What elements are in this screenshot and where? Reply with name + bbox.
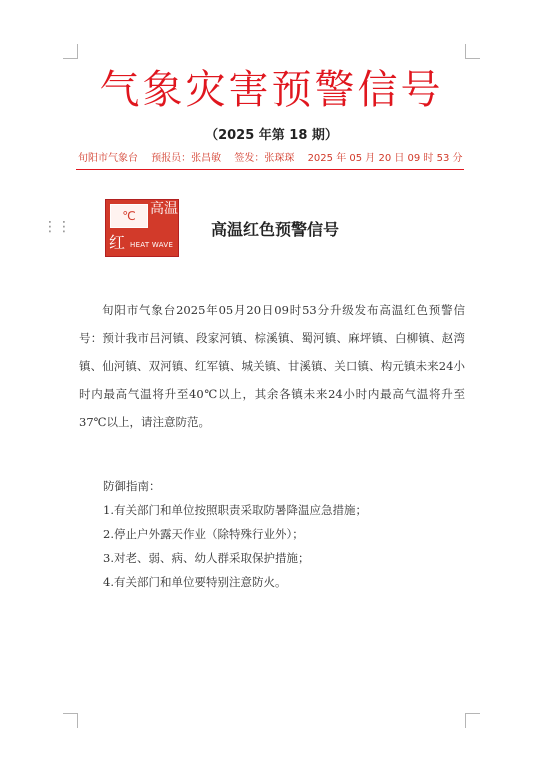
page-corner-top-left — [63, 44, 78, 59]
issue-time: 2025 年 05 月 20 日 09 时 53 分 — [307, 153, 463, 164]
approver: 签发：张琛琛 — [234, 153, 295, 164]
guide-item: 3.对老、弱、病、幼人群采取保护措施； — [103, 551, 310, 565]
page-corner-top-right — [465, 44, 480, 59]
defense-guide — [103, 474, 367, 594]
issuing-org: 旬阳市气象台 — [78, 153, 138, 164]
guide-heading: 防御指南： — [103, 479, 161, 493]
badge-label-text: HEAT WAVE — [130, 241, 174, 249]
guide-item: 4.有关部门和单位要特别注意防火。 — [103, 575, 287, 589]
drag-handle-icon[interactable]: ⋮⋮ — [43, 219, 71, 235]
thermometer-icon: ℃ — [110, 204, 148, 228]
badge-type-text: 高温 — [150, 201, 178, 217]
header-divider — [76, 169, 464, 170]
page-corner-bottom-left — [63, 713, 78, 728]
badge-level-text: 红 — [109, 233, 126, 252]
document-title: 气象灾害预警信号 — [99, 67, 444, 113]
issue-number: （2025 年第 18 期） — [205, 128, 338, 143]
guide-item: 2.停止户外露天作业（除特殊行业外）； — [103, 527, 304, 541]
forecaster: 预报员：张昌敏 — [151, 153, 222, 164]
issuer-info — [78, 149, 468, 164]
warning-body: 旬阳市气象台2025年05月20日09时53分升级发布高温红色预警信号：预计我市吕河镇、段家河镇、棕溪镇、蜀河镇、麻坪镇、白柳镇、赵湾镇、仙河镇、双河镇、红军镇、城关镇、甘溪镇、关口镇、构元镇未来24小时内最高气温将升至40℃以上，其余各镇未来24小时内最高气温将升至37℃以上，请注意防范。 — [79, 303, 465, 429]
signal-name: 高温红色预警信号 — [211, 220, 340, 239]
guide-item: 1.有关部门和单位按照职责采取防暑降温应急措施； — [103, 503, 367, 517]
heat-warning-red-icon — [105, 199, 179, 257]
page-corner-bottom-right — [465, 713, 480, 728]
